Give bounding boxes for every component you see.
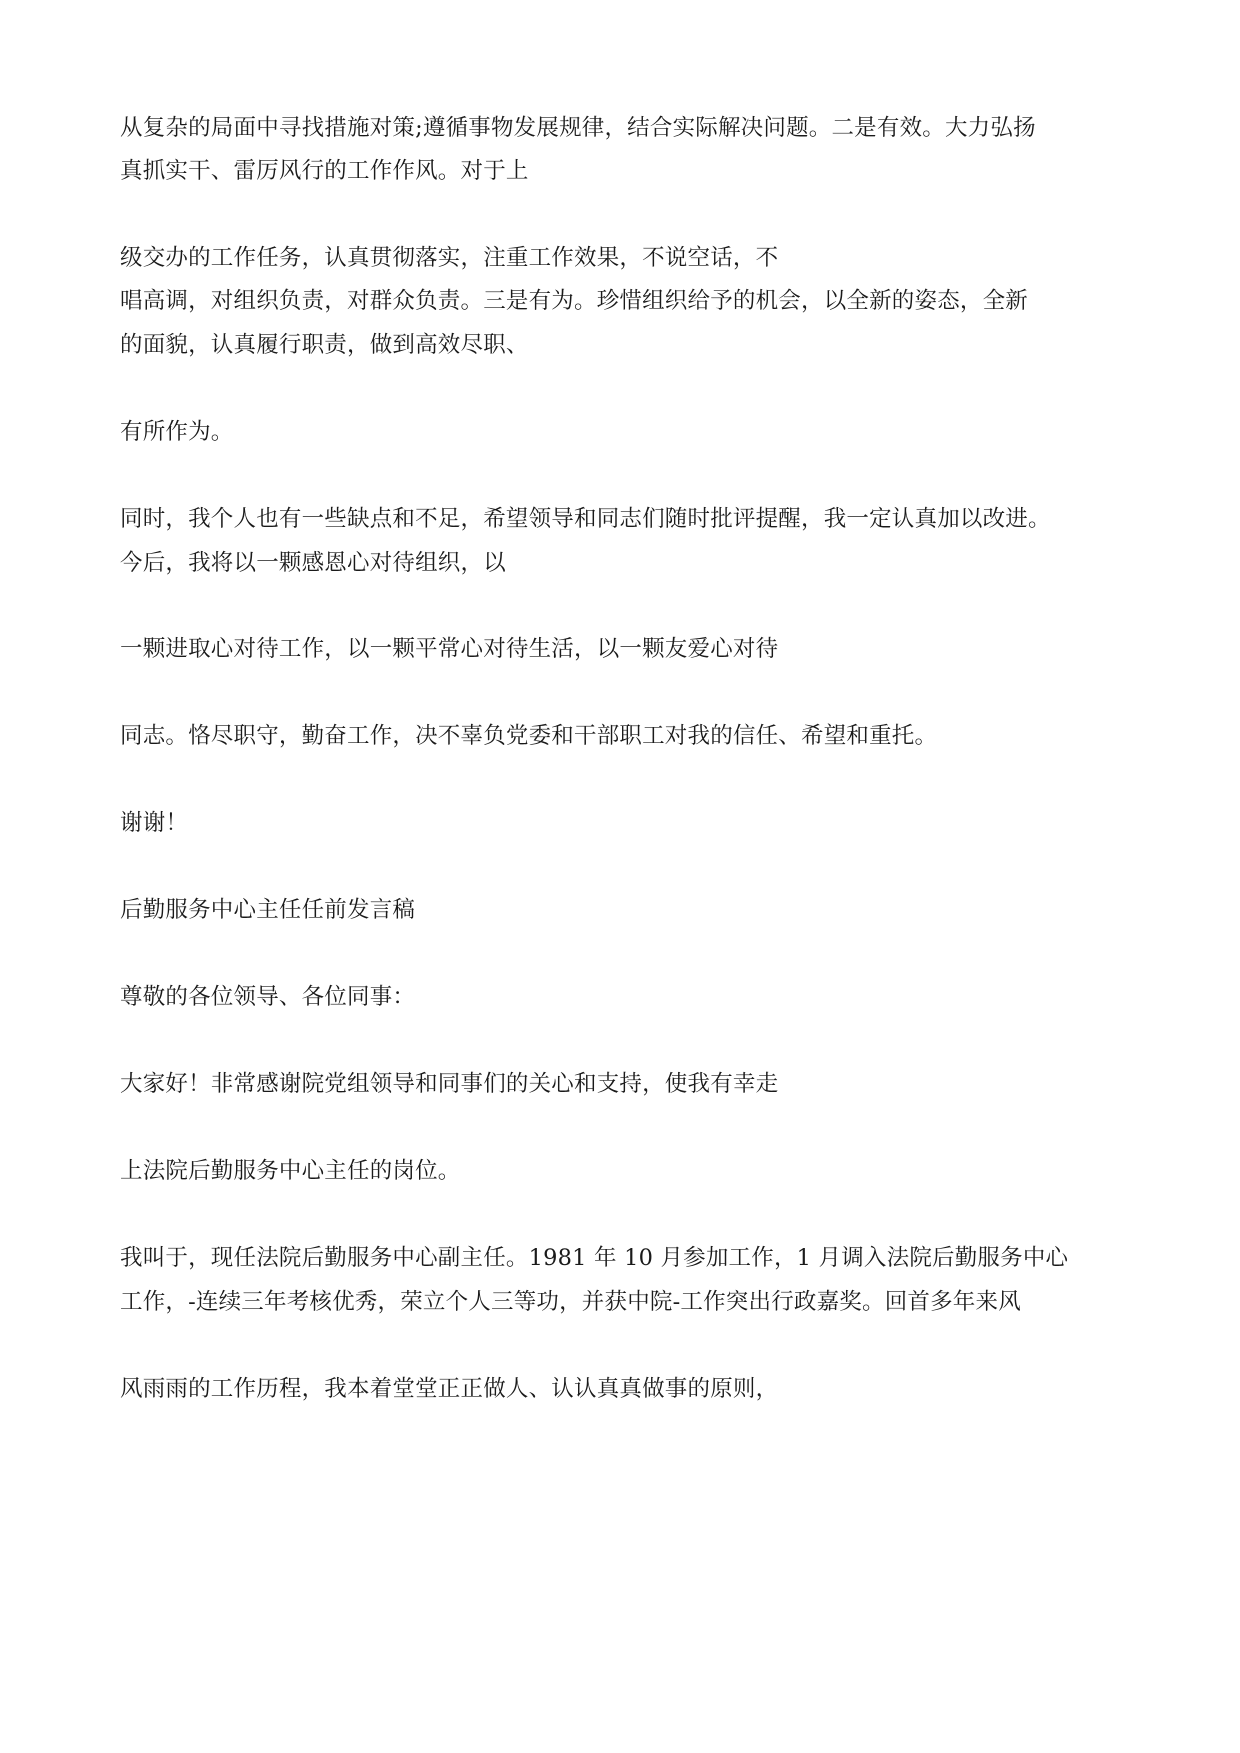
text-line: 同志。恪尽职守，勤奋工作，决不辜负党委和干部职工对我的信任、希望和重托。: [120, 723, 938, 749]
text-line: 真抓实干、雷厉风行的工作作风。对于上: [120, 158, 529, 184]
salutation: 尊敬的各位领导、各位同事：: [120, 984, 416, 1010]
text-line: 大家好！非常感谢院党组领导和同事们的关心和支持，使我有幸走: [120, 1071, 779, 1097]
document-title: 后勤服务中心主任任前发言稿: [120, 897, 416, 923]
text-line: 今后，我将以一颗感恩心对待组织，以: [120, 550, 506, 576]
text-line: 唱高调，对组织负责，对群众负责。三是有为。珍惜组织给予的机会，以全新的姿态，全新: [120, 288, 1029, 314]
text-line: 我叫于，现任法院后勤服务中心副主任。1981 年 10 月参加工作，1 月调入法院后勤服务中心: [120, 1245, 1069, 1271]
text-line: 风雨雨的工作历程，我本着堂堂正正做人、认认真真做事的原则，: [120, 1376, 779, 1402]
text-line: 同时，我个人也有一些缺点和不足，希望领导和同志们随时批评提醒，我一定认真加以改进。: [120, 506, 1051, 532]
text-line: 上法院后勤服务中心主任的岗位。: [120, 1158, 461, 1184]
text-line: 一颗进取心对待工作，以一颗平常心对待生活，以一颗友爱心对待: [120, 636, 779, 662]
text-line: 的面貌，认真履行职责，做到高效尽职、: [120, 332, 529, 358]
text-line: 有所作为。: [120, 419, 234, 445]
text-line: 级交办的工作任务，认真贯彻落实，注重工作效果，不说空话，不: [120, 245, 779, 271]
text-line: 工作，-连续三年考核优秀，荣立个人三等功，并获中院-工作突出行政嘉奖。回首多年来风: [120, 1289, 1021, 1315]
text-line: 从复杂的局面中寻找措施对策;遵循事物发展规律，结合实际解决问题。二是有效。大力弘扬: [120, 115, 1036, 141]
text-line: 谢谢！: [120, 810, 189, 836]
